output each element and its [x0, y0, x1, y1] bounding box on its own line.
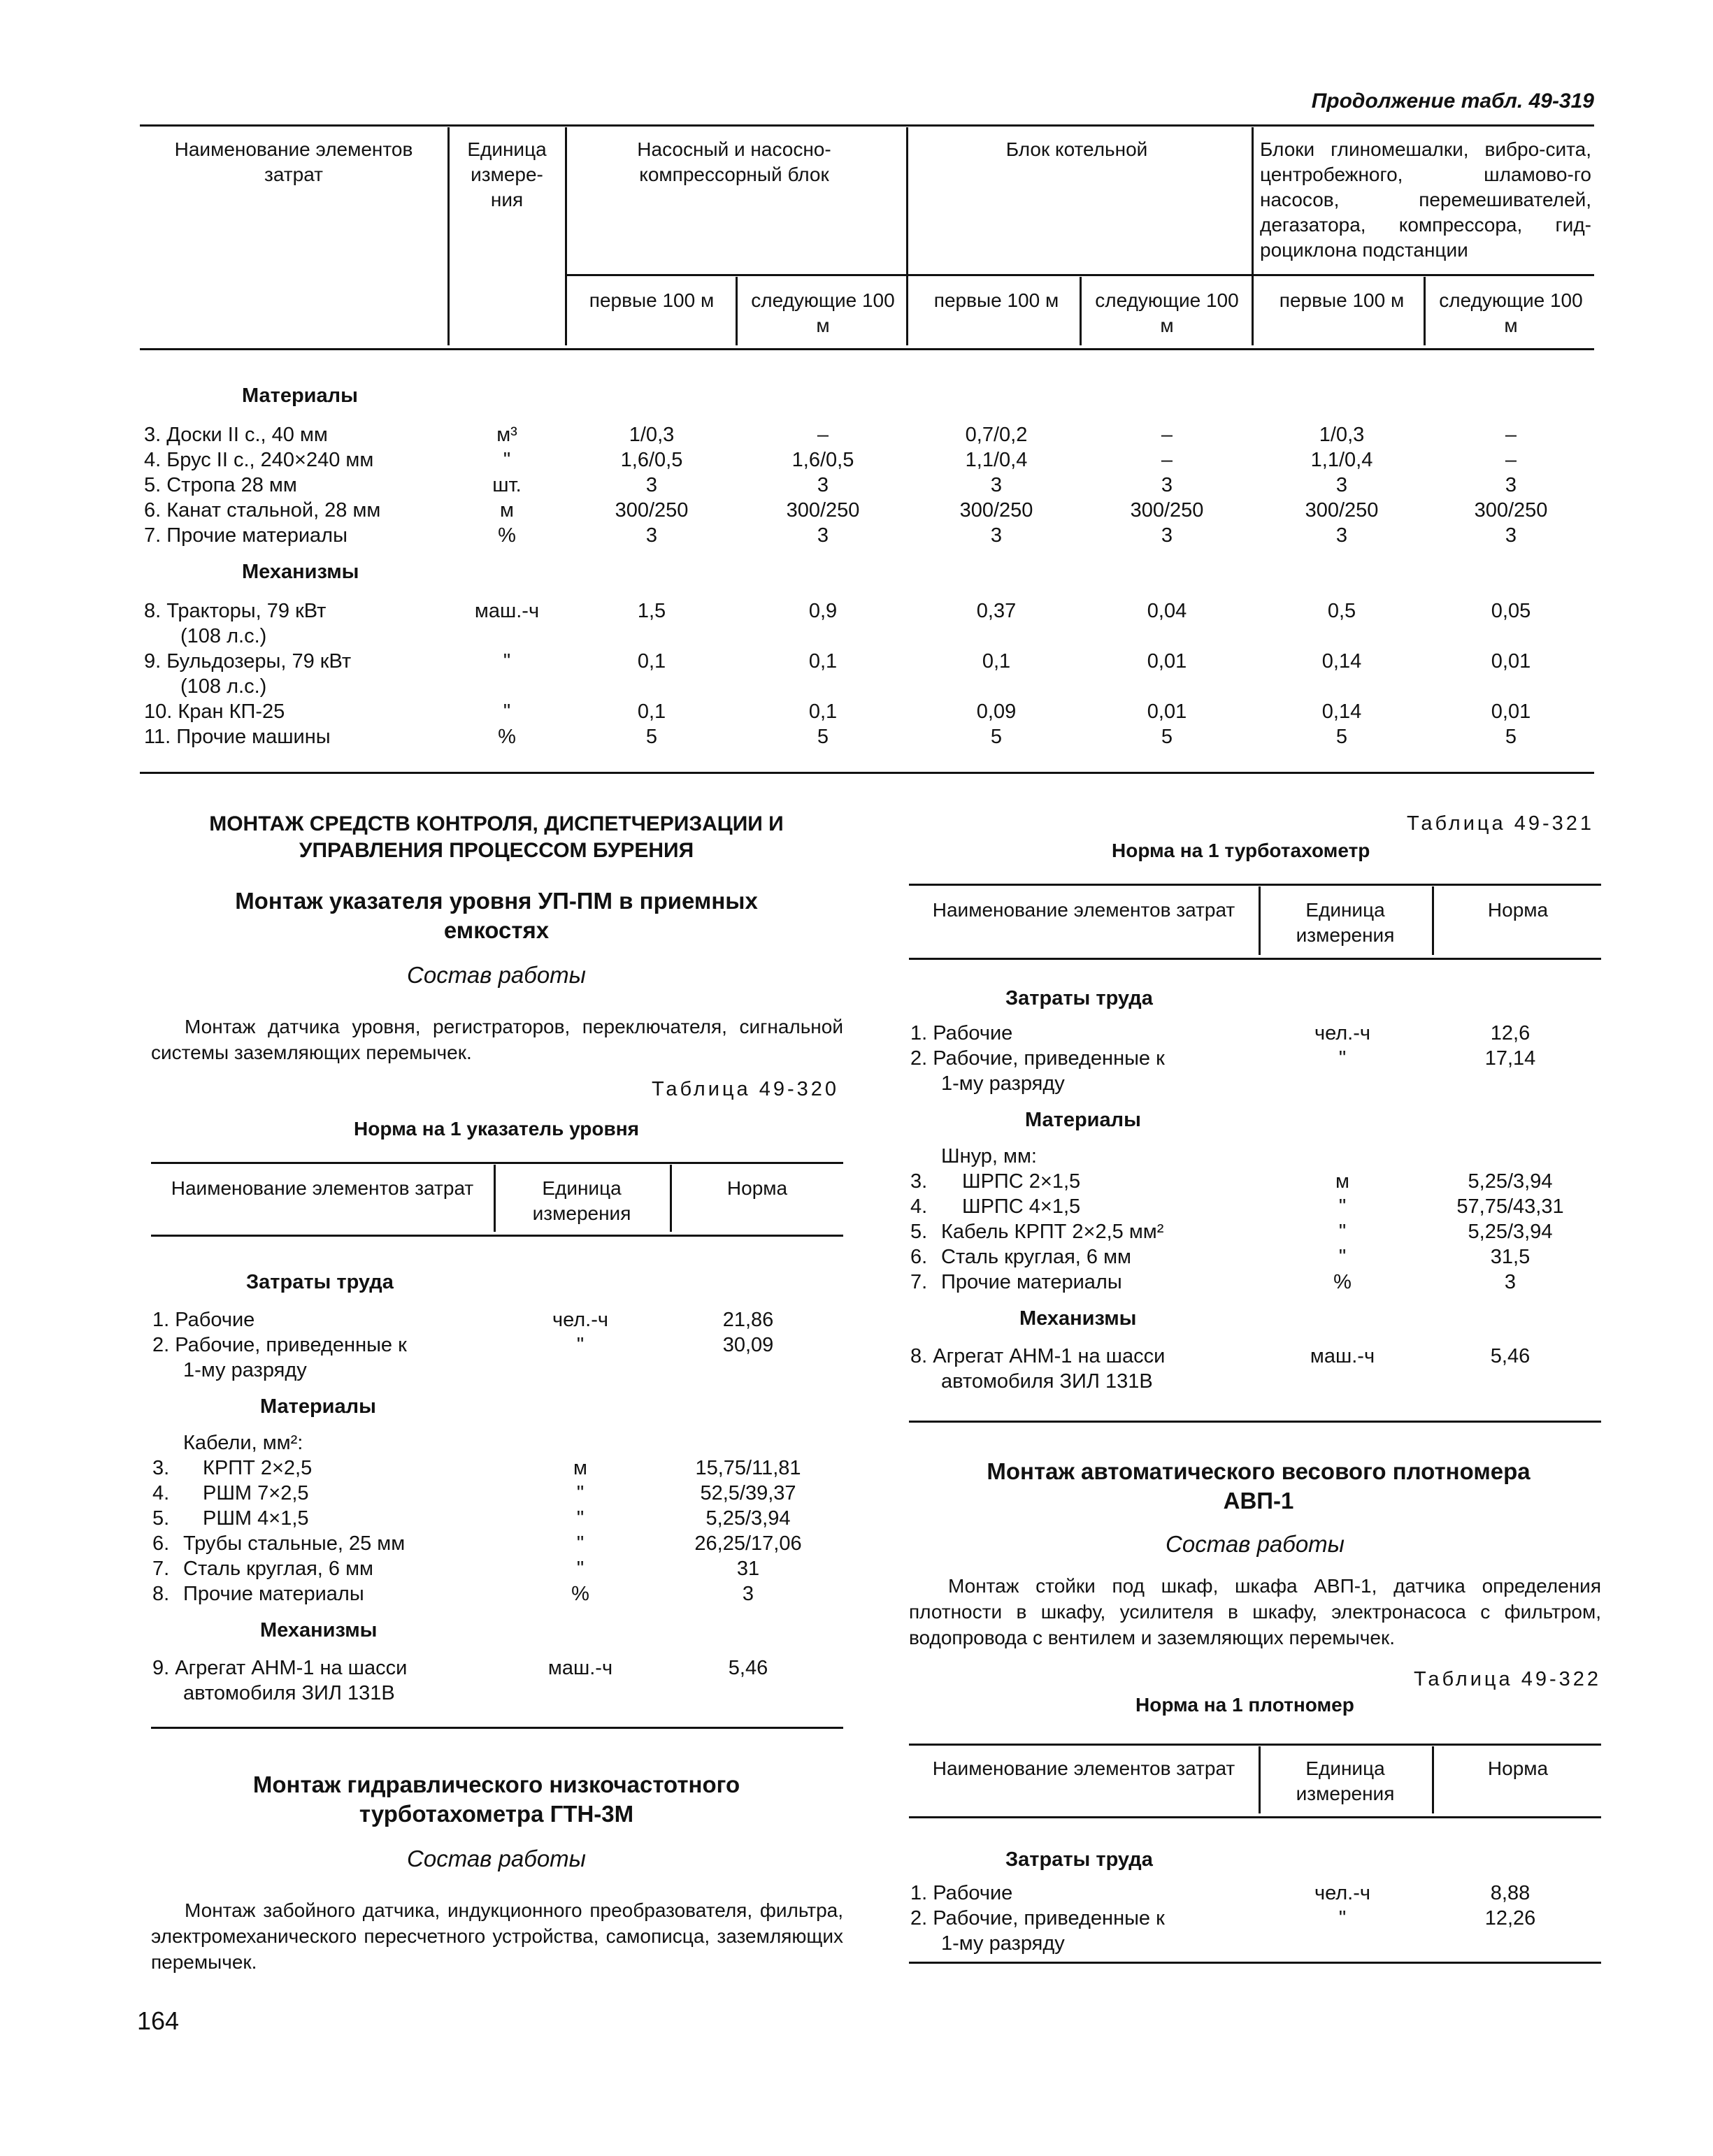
row-unit: " — [576, 1482, 585, 1504]
row-name: 9. Агрегат АНМ-1 на шасси — [152, 1657, 408, 1679]
table-bottom-rule — [909, 1962, 1601, 1964]
cell: 3 — [645, 524, 658, 547]
row-unit: " — [1338, 1221, 1347, 1243]
row-norm: 5,46 — [728, 1657, 768, 1679]
table-label: Таблица 49-321 — [1406, 812, 1594, 835]
cell: 300/250 — [615, 499, 689, 522]
cell: 0,01 — [1491, 650, 1531, 673]
row-unit: чел.-ч — [1314, 1882, 1371, 1904]
cell: 0,01 — [1491, 700, 1531, 723]
cell: 0,04 — [1147, 600, 1187, 622]
section-materials: Материалы — [260, 1395, 376, 1418]
table-bottom-rule — [151, 1727, 843, 1729]
cell: 5 — [990, 726, 1003, 748]
row-name-cont: (108 л.с.) — [180, 675, 267, 698]
cell: 3 — [1335, 524, 1348, 547]
cell: – — [1161, 449, 1173, 471]
col-header-unit: Единица измерения — [532, 1177, 631, 1224]
col-divider — [1259, 1746, 1261, 1813]
row-num: 5. — [152, 1507, 170, 1530]
row-norm: 5,25/3,94 — [705, 1507, 791, 1530]
cell: 0,1 — [637, 700, 666, 723]
header-bottom-rule — [909, 1816, 1601, 1818]
col-divider — [736, 277, 738, 345]
cell: – — [1505, 449, 1517, 471]
col-header-name: Наименование элементов затрат — [174, 138, 413, 185]
header-bottom-rule — [151, 1235, 843, 1237]
table-label: Таблица 49-320 — [651, 1078, 839, 1100]
row-unit: " — [503, 449, 511, 471]
row-unit: " — [503, 650, 511, 673]
row-name: 8. Агрегат АНМ-1 на шасси — [910, 1345, 1166, 1367]
cell: 3 — [990, 474, 1003, 496]
cell: 5 — [1161, 726, 1173, 748]
section-labor: Затраты труда — [1005, 1848, 1153, 1871]
row-name-cont: (108 л.с.) — [180, 625, 267, 647]
subheader-next: следующие 100 м — [1439, 289, 1583, 336]
subsection-heading: Монтаж указателя уровня УП-ПМ в приемных емкостях — [235, 888, 758, 943]
row-num: 7. — [910, 1271, 928, 1293]
row-unit: % — [1333, 1271, 1352, 1293]
row-unit: м³ — [496, 424, 517, 446]
cell: 300/250 — [959, 499, 1033, 522]
row-num: 4. — [152, 1482, 170, 1504]
group-header-pump: Насосный и насосно-компрессорный блок — [637, 138, 831, 185]
cell: 5 — [1505, 726, 1517, 748]
cell: 0,1 — [808, 650, 838, 673]
cell: 0,5 — [1327, 600, 1356, 622]
col-header-unit: Единица измерения — [1296, 899, 1395, 946]
row-num: 6. — [910, 1246, 928, 1268]
table-bottom-rule — [140, 772, 1594, 774]
section-materials: Материалы — [242, 385, 358, 407]
cell: 1,6/0,5 — [791, 449, 854, 471]
cell: 1,5 — [637, 600, 666, 622]
col-divider — [906, 127, 908, 345]
cell: – — [1161, 424, 1173, 446]
row-norm: 26,25/17,06 — [694, 1532, 802, 1555]
row-norm: 31 — [736, 1558, 760, 1580]
col-header-name: Наименование элементов затрат — [932, 899, 1235, 921]
table-label-2: Таблица 49-322 — [1413, 1668, 1601, 1690]
row-norm: 3 — [1504, 1271, 1517, 1293]
row-norm: 21,86 — [722, 1309, 774, 1331]
col-divider — [1432, 886, 1434, 955]
row-name: Кабель КРПТ 2×2,5 мм² — [941, 1221, 1164, 1243]
col-divider — [1424, 277, 1426, 345]
row-norm: 52,5/39,37 — [700, 1482, 796, 1504]
norm-caption-2: Норма на 1 плотномер — [1135, 1694, 1354, 1716]
cell: 3 — [1161, 474, 1173, 496]
row-name: ШРПС 4×1,5 — [962, 1195, 1081, 1218]
cell: 300/250 — [1130, 499, 1204, 522]
row-unit: маш.-ч — [1310, 1345, 1375, 1367]
row-norm: 3 — [742, 1583, 754, 1605]
row-num: 3. — [910, 1170, 928, 1193]
row-name: Прочие материалы — [941, 1271, 1122, 1293]
row-num: 7. — [152, 1558, 170, 1580]
table-top-rule — [909, 884, 1601, 886]
row-name: 4. Брус II с., 240×240 мм — [144, 449, 374, 471]
cell: 300/250 — [1305, 499, 1379, 522]
row-name: Прочие материалы — [183, 1583, 364, 1605]
row-name: 5. Стропа 28 мм — [144, 474, 297, 496]
row-name: 1. Рабочие — [152, 1309, 255, 1331]
section-mechanisms: Механизмы — [1019, 1307, 1137, 1330]
cell: 1,1/0,4 — [1310, 449, 1373, 471]
subheader-first: первые 100 м — [933, 289, 1059, 311]
section-heading-2: Монтаж гидравлического низкочастотного турботахометра ГТН-3М — [252, 1771, 740, 1827]
row-num: 5. — [910, 1221, 928, 1243]
row-name-cont: автомобиля ЗИЛ 131В — [183, 1682, 395, 1704]
cell: 3 — [645, 474, 658, 496]
page-number: 164 — [137, 2006, 180, 2035]
cell: 1,6/0,5 — [620, 449, 683, 471]
row-name: 3. Доски II с., 40 мм — [144, 424, 328, 446]
table-top-rule — [140, 124, 1594, 127]
col-header-name: Наименование элементов затрат — [171, 1177, 474, 1199]
row-num: 6. — [152, 1532, 170, 1555]
row-unit: м — [1335, 1170, 1349, 1193]
cell: 0,1 — [637, 650, 666, 673]
row-name: Сталь круглая, 6 мм — [183, 1558, 373, 1580]
row-norm: 31,5 — [1490, 1246, 1531, 1268]
continuation-label: Продолжение табл. 49-319 — [1311, 89, 1594, 113]
section-mechanisms: Механизмы — [260, 1619, 378, 1641]
cell: 0,1 — [808, 700, 838, 723]
row-norm: 30,09 — [722, 1334, 774, 1356]
row-num: 8. — [152, 1583, 170, 1605]
composition-title-2: Состав работы — [407, 1846, 586, 1871]
row-norm: 57,75/43,31 — [1456, 1195, 1564, 1218]
row-name: 2. Рабочие, приведенные к — [910, 1907, 1165, 1929]
section-heading: МОНТАЖ СРЕДСТВ КОНТРОЛЯ, ДИСПЕТЧЕРИЗАЦИИ И УПРАВЛЕНИЯ ПРОЦЕССОМ БУРЕНИЯ — [209, 812, 784, 862]
row-unit: % — [498, 726, 516, 748]
row-name: 1. Рабочие — [910, 1022, 1013, 1044]
table-top-rule — [909, 1744, 1601, 1746]
row-norm: 5,46 — [1490, 1345, 1531, 1367]
row-norm: 8,88 — [1490, 1882, 1531, 1904]
row-unit: " — [1338, 1195, 1347, 1218]
col-divider — [447, 127, 450, 345]
row-name: Сталь круглая, 6 мм — [941, 1246, 1131, 1268]
col-header-norm: Норма — [1487, 899, 1549, 921]
row-unit: чел.-ч — [552, 1309, 609, 1331]
subheader-next: следующие 100 м — [1095, 289, 1239, 336]
table-bottom-rule — [909, 1421, 1601, 1423]
row-name: Трубы стальные, 25 мм — [183, 1532, 406, 1555]
section-labor: Затраты труда — [246, 1271, 394, 1293]
row-unit: маш.-ч — [547, 1657, 613, 1679]
composition-title-2: Состав работы — [1166, 1531, 1345, 1557]
group-header-mixers: Блоки глиномешалки, вибро-сита, центробежного, шламово-го насосов, перемешивателей, дегазатора, компрессора, гид-роциклона подстанции — [1260, 138, 1591, 261]
row-name: 9. Бульдозеры, 79 кВт — [144, 650, 352, 673]
row-name: 2. Рабочие, приведенные к — [910, 1047, 1165, 1070]
cell: 1/0,3 — [1319, 424, 1365, 446]
col-header-name: Наименование элементов затрат — [932, 1758, 1235, 1779]
subheader-rule — [565, 274, 1594, 276]
norm-caption: Норма на 1 указатель уровня — [354, 1118, 639, 1140]
col-divider — [1080, 277, 1082, 345]
cell: 1/0,3 — [629, 424, 675, 446]
cell: 300/250 — [1474, 499, 1548, 522]
cell: 0,09 — [976, 700, 1017, 723]
composition-title: Состав работы — [407, 962, 586, 988]
header-bottom-rule — [909, 958, 1601, 960]
row-unit: м — [500, 499, 514, 522]
row-num: 3. — [152, 1457, 170, 1479]
section-materials: Материалы — [1025, 1109, 1141, 1131]
cell: 0,1 — [982, 650, 1011, 673]
row-norm: 5,25/3,94 — [1468, 1170, 1553, 1193]
row-name: 8. Тракторы, 79 кВт — [144, 600, 327, 622]
cell: 3 — [1161, 524, 1173, 547]
row-name: 10. Кран КП-25 — [144, 700, 285, 723]
col-header-norm: Норма — [1487, 1758, 1549, 1779]
cell: 0,14 — [1321, 700, 1362, 723]
table-top-rule — [151, 1162, 843, 1164]
row-unit: " — [1338, 1246, 1347, 1268]
row-unit: " — [576, 1507, 585, 1530]
row-unit: " — [503, 700, 511, 723]
row-norm: 17,14 — [1484, 1047, 1536, 1070]
cell: 3 — [990, 524, 1003, 547]
row-unit: " — [576, 1558, 585, 1580]
row-unit: чел.-ч — [1314, 1022, 1371, 1044]
cell: 0,14 — [1321, 650, 1362, 673]
cell: 0,01 — [1147, 650, 1187, 673]
cell: 5 — [645, 726, 658, 748]
row-name: 11. Прочие машины — [144, 726, 331, 748]
row-name-cont: 1-му разряду — [941, 1072, 1065, 1095]
col-divider — [1259, 886, 1261, 955]
row-unit: м — [573, 1457, 587, 1479]
col-header-unit: Единица измере-ния — [467, 138, 547, 210]
cell: 0,05 — [1491, 600, 1531, 622]
cell: 3 — [817, 524, 829, 547]
col-divider — [1252, 127, 1254, 345]
row-name: 6. Канат стальной, 28 мм — [144, 499, 381, 522]
section-labor: Затраты труда — [1005, 987, 1153, 1009]
cell: 0,9 — [808, 600, 838, 622]
cell: 300/250 — [786, 499, 860, 522]
cell: – — [817, 424, 829, 446]
cell: 3 — [817, 474, 829, 496]
work-description-2: Монтаж стойки под шкаф, шкафа АВП-1, датчика определения плотности в шкафу, усилителя в шкафу, электронасоса с фильтром, водопровода с вентилем и заземляющих перемычек. — [909, 1575, 1601, 1648]
row-unit: маш.-ч — [474, 600, 540, 622]
row-name-cont: 1-му разряду — [941, 1932, 1065, 1955]
col-divider — [670, 1165, 672, 1232]
cell: 3 — [1335, 474, 1348, 496]
cell: 0,01 — [1147, 700, 1187, 723]
cell: 5 — [1335, 726, 1348, 748]
row-unit: % — [498, 524, 516, 547]
row-unit: % — [571, 1583, 589, 1605]
norm-caption: Норма на 1 турботахометр — [1112, 840, 1370, 861]
work-description: Монтаж датчика уровня, регистраторов, переключателя, сигнальной системы заземляющих перемычек. — [151, 1016, 843, 1063]
col-divider — [565, 127, 567, 345]
row-norm: 12,6 — [1490, 1022, 1531, 1044]
subheader-first: первые 100 м — [1279, 289, 1405, 311]
section-mechanisms: Механизмы — [242, 561, 359, 583]
col-header-unit: Единица измерения — [1296, 1758, 1395, 1804]
row-unit: " — [1338, 1047, 1347, 1070]
row-name: 2. Рабочие, приведенные к — [152, 1334, 407, 1356]
col-divider — [494, 1165, 496, 1232]
row-unit: " — [576, 1532, 585, 1555]
subheader-next: следующие 100 м — [751, 289, 895, 336]
col-header-norm: Норма — [726, 1177, 788, 1199]
row-num: 4. — [910, 1195, 928, 1218]
row-norm: 12,26 — [1484, 1907, 1536, 1929]
row-name-cont: 1-му разряду — [183, 1359, 307, 1381]
cell: 3 — [1505, 524, 1517, 547]
subheader-first: первые 100 м — [589, 289, 715, 311]
row-unit: шт. — [492, 474, 522, 496]
cell: 1,1/0,4 — [965, 449, 1028, 471]
row-name: КРПТ 2×2,5 — [203, 1457, 313, 1479]
group-header-boiler: Блок котельной — [1005, 138, 1148, 160]
header-bottom-rule — [140, 348, 1594, 350]
cell: – — [1505, 424, 1517, 446]
row-unit: " — [1338, 1907, 1347, 1929]
row-name: 7. Прочие материалы — [144, 524, 347, 547]
col-divider — [1432, 1746, 1434, 1813]
row-name: РШМ 4×1,5 — [203, 1507, 309, 1530]
section-heading-2: Монтаж автоматического весового плотномера АВП-1 — [987, 1458, 1531, 1514]
cell: 0,37 — [976, 600, 1017, 622]
cord-label: Шнур, мм: — [941, 1145, 1037, 1167]
row-norm: 5,25/3,94 — [1468, 1221, 1553, 1243]
row-name: 1. Рабочие — [910, 1882, 1013, 1904]
row-unit: " — [576, 1334, 585, 1356]
work-description-2: Монтаж забойного датчика, индукционного преобразователя, фильтра, электромеханического пересчетного устройства, самописца, заземляющих перемычек. — [151, 1899, 843, 1973]
cell: 3 — [1505, 474, 1517, 496]
row-name-cont: автомобиля ЗИЛ 131В — [941, 1370, 1153, 1393]
row-name: ШРПС 2×1,5 — [962, 1170, 1081, 1193]
row-name: РШМ 7×2,5 — [203, 1482, 309, 1504]
cell: 5 — [817, 726, 829, 748]
cell: 0,7/0,2 — [965, 424, 1028, 446]
cables-label: Кабели, мм²: — [183, 1432, 303, 1454]
row-norm: 15,75/11,81 — [695, 1457, 801, 1479]
